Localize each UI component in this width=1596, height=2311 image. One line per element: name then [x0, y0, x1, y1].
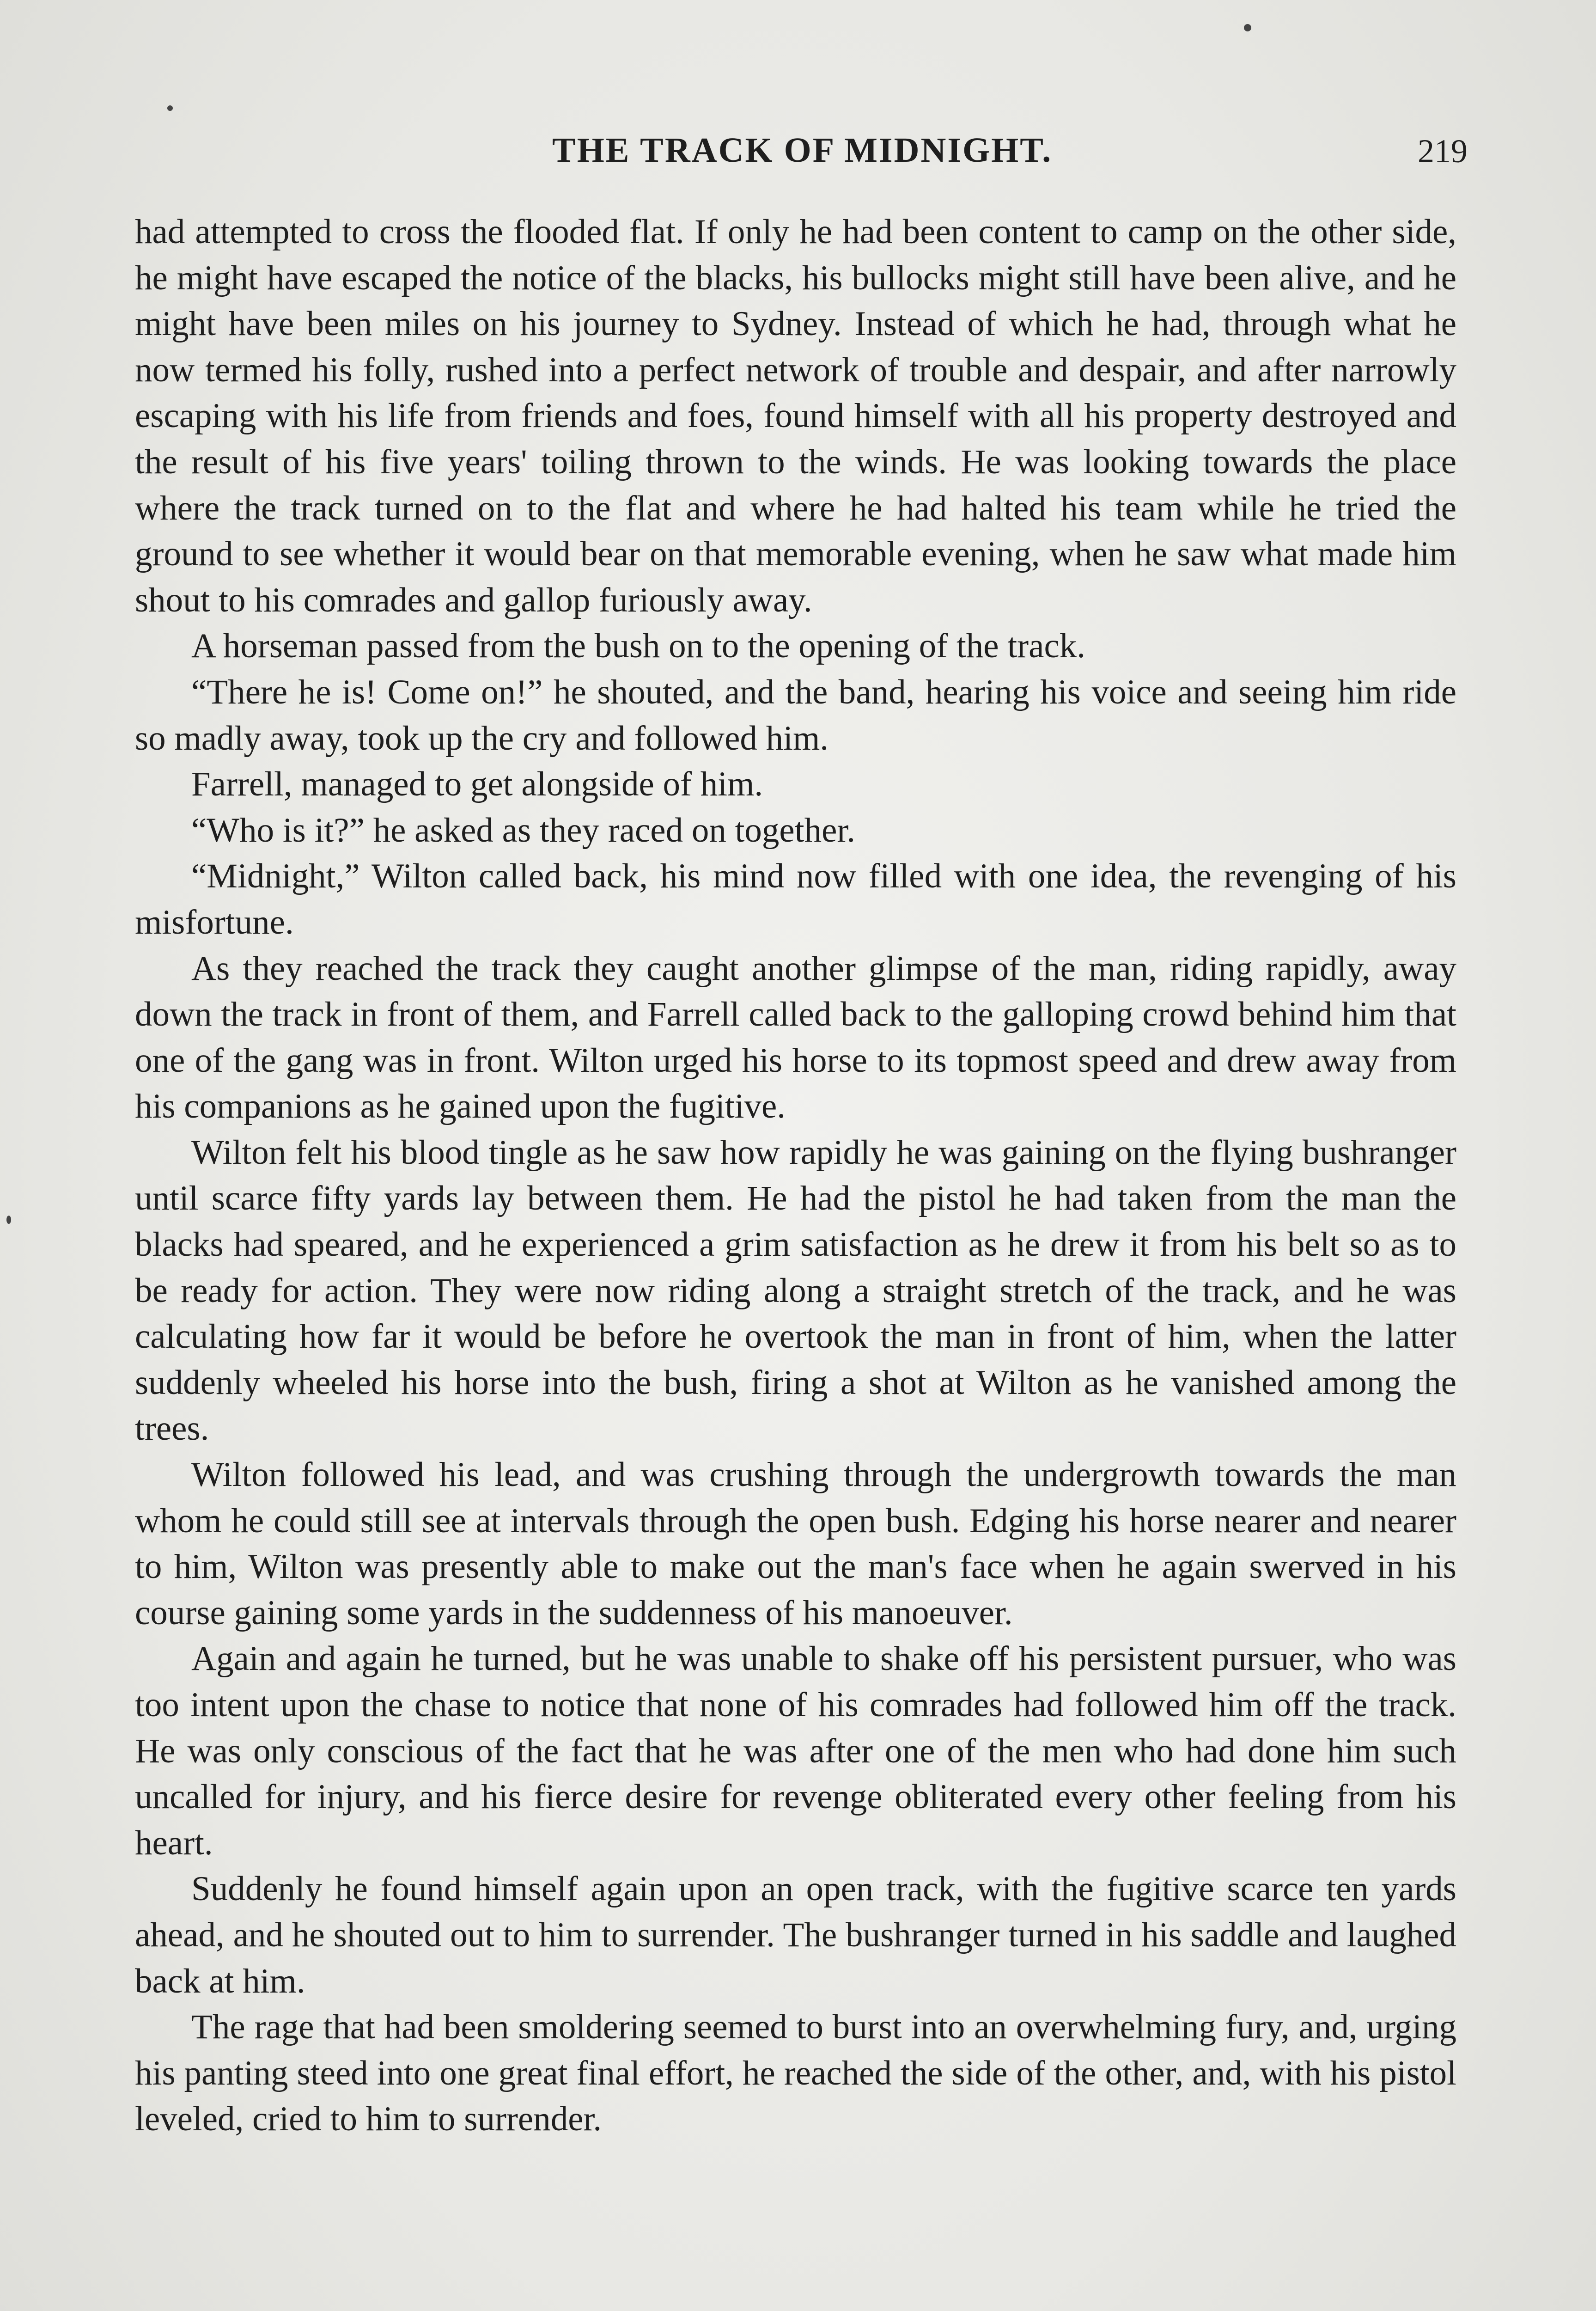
running-title: THE TRACK OF MIDNIGHT. — [552, 131, 1053, 170]
page-number: 219 — [1418, 133, 1468, 170]
paragraph: The rage that had been smoldering seemed to burst into an overwhelming fury, and, urging his panting steed into one great final effort, he reached the side of the other, and, with his pistol leveled, cried to him to surrender. — [135, 2008, 1456, 2139]
paragraph: Suddenly he found himself again upon an open track, with the fugitive scarce ten yards ahead, and he shouted out to him to surrender. The bushranger turned in his saddle and laughed back at him. — [135, 1870, 1456, 2000]
paragraph: Wilton followed his lead, and was crushing through the undergrowth towards the man whom he could still see at intervals through the open bush. Edging his horse nearer and nearer to him, Wilton was presently able to make out the man's face when he again swerved in his course gaining some yards in the suddenness of his manoeuver. — [135, 1455, 1456, 1632]
paragraph: “There he is! Come on!” he shouted, and the band, hearing his voice and seeing him ride so madly away, took up the cry and followed him. — [135, 673, 1456, 758]
ink-speck — [1244, 24, 1251, 31]
paragraph: As they reached the track they caught another glimpse of the man, riding rapidly, away down the track in front of them, and Farrell called back to the galloping crowd behind him that one of the gang was in front. Wilton urged his horse to its topmost speed and drew away from his companions as he gained upon the fugitive. — [135, 949, 1456, 1126]
body-text — [135, 209, 1456, 2142]
paragraph: “Midnight,” Wilton called back, his mind now filled with one idea, the revenging of his misfortune. — [135, 857, 1456, 942]
paragraph: had attempted to cross the flooded flat. If only he had been content to camp on the other side, he might have escaped the notice of the blacks, his bullocks might still have been alive, and he might have been miles on his journey to Sydney. Instead of which he had, through what he now termed his folly, rushed into a perfect network of trouble and despair, and after narrowly escaping with his life from friends and foes, found himself with all his property destroyed and the result of his five years' toiling thrown to the winds. He was looking towards the place where the track turned on to the flat and where he had halted his team while he tried the ground to see whether it would bear on that memorable evening, when he saw what made him shout to his comrades and gallop furiously away. — [135, 213, 1456, 619]
paragraph: A horseman passed from the bush on to the opening of the track. — [191, 627, 1085, 666]
paragraph: “Who is it?” he asked as they raced on together. — [191, 811, 855, 850]
ink-speck — [167, 105, 173, 111]
paragraph: Farrell, managed to get alongside of him. — [191, 765, 763, 804]
running-head — [0, 130, 1596, 181]
paragraph: Again and again he turned, but he was unable to shake off his persistent pursuer, who was too intent upon the chase to notice that none of his comrades had followed him off the track. He was only conscious of the fact that he was after one of the men who had done him such uncalled for injury, and his fierce desire for revenge obliterated every other feeling from his heart. — [135, 1639, 1456, 1862]
ink-speck — [6, 1216, 11, 1224]
paragraph: Wilton felt his blood tingle as he saw how rapidly he was gaining on the flying bushranger until scarce fifty yards lay between them. He had the pistol he had taken from the man the blacks had speared, and he experienced a grim satisfaction as he drew it from his belt so as to be ready for action. They were now riding along a straight stretch of the track, and he was calculating how far it would be before he overtook the man in front of him, when the latter suddenly wheeled his horse into the bush, firing a shot at Wilton as he vanished among the trees. — [135, 1133, 1456, 1448]
